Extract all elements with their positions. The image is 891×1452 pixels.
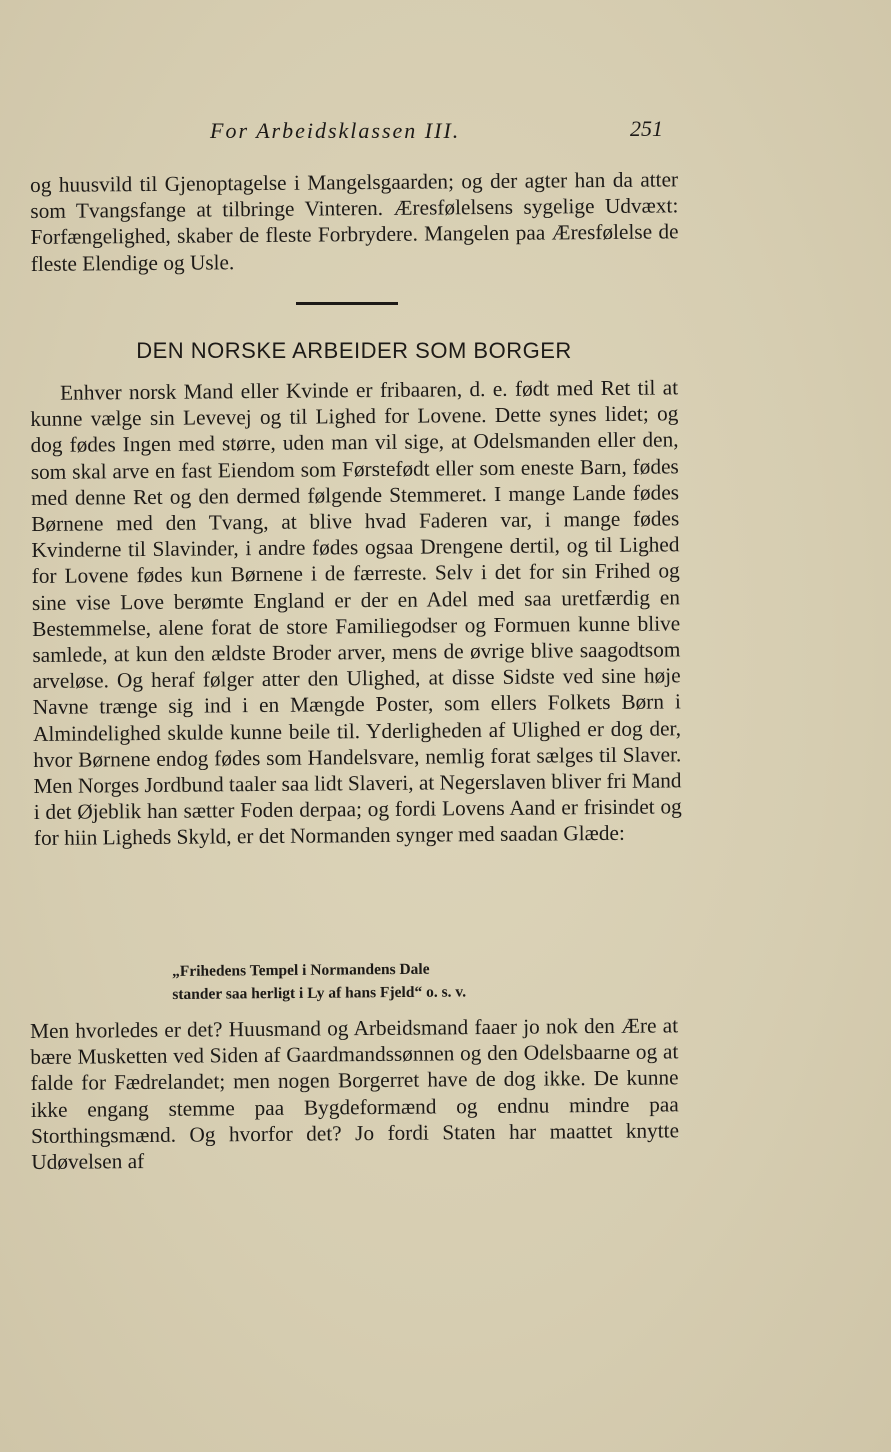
verse-quote — [172, 956, 592, 1006]
paragraph-main: Enhver norsk Mand eller Kvinde er fribaaren, d. e. født med Ret til at kunne vælge sin Levevej og til Lighed for Lovene. Dette synes lidet; og dog fødes Ingen med større, uden man vil sige, at Odelsmanden eller den, som skal arve en fast Eiendom som Førstefødt eller som eneste Barn, fødes med denne Ret og den dermed følgende Stemmeret. I mange Lande fødes Børnene med den Tvang, at blive hvad Faderen var, i mange fødes Kvinderne til Slavinder, i andre fødes ogsaa Drengene dertil, og til Lighed for Lovene fødes kun Børnene i de færreste. Selv i det for sin Frihed og sine vise Love berømte England er der en Adel med saa uretfærdig en Bestemmelse, alene forat de store Familiegodser og Formuen kunne blive samlede, at kun den ældste Broder arver, mens de øvrige blive saagodtsom arveløse. Og heraf følger atter den Ulighed, at disse Sidste ved sine høje Navne trænge sig ind i en Mængde Poster, som ellers Folkets Børn i Almindelighed skulde kunne beile til. Yderligheden af Ulighed er dog der, hvor Børnene endog fødes som Handelsvare, nemlig forat sælges til Slaver. Men Norges Jordbund taaler saa lidt Slaveri, at Negerslaven bliver fri Mand i det Øjeblik han sætter Foden derpaa; og fordi Lovens Aand er frisindet og for hiin Ligheds Skyld, er det Normanden synger med saadan Glæde: — [30, 375, 682, 851]
section-divider — [296, 302, 398, 305]
verse-line-2: stander saa herligt i Ly af hans Fjeld“ o. s. v. — [172, 983, 467, 1003]
page-number: 251 — [630, 116, 663, 141]
paragraph-end: Men hvorledes er det? Huusmand og Arbeidsmand faaer jo nok den Ære at bære Musketten ved Siden af Gaardmandssønnen og den Odelsbaarne og at falde for Fædrelandet; men nogen Borgerret have de dog ikke. De kunne ikke engang stemme paa Bygdeformænd og endnu mindre paa Storthingsmænd. Og hvorfor det? Jo fordi Staten har maattet knytte Udøvelsen af — [30, 1013, 680, 1175]
verse-line-1: „Frihedens Tempel i Normandens Dale — [172, 960, 430, 980]
running-title: For Arbeidsklassen III. — [210, 118, 461, 143]
paragraph-continuation: og huusvild til Gjenoptagelse i Mangelsgaarden; og der agter han da atter som Tvangsfange at tilbringe Vinteren. Æresfølelsens sygelige Udvæxt: Forfængelighed, skaber de fleste Forbrydere. Mangelen paa Æresfølelse de fleste Elendige og Usle. — [30, 167, 679, 276]
section-heading: DEN NORSKE ARBEIDER SOM BORGER — [136, 338, 572, 363]
